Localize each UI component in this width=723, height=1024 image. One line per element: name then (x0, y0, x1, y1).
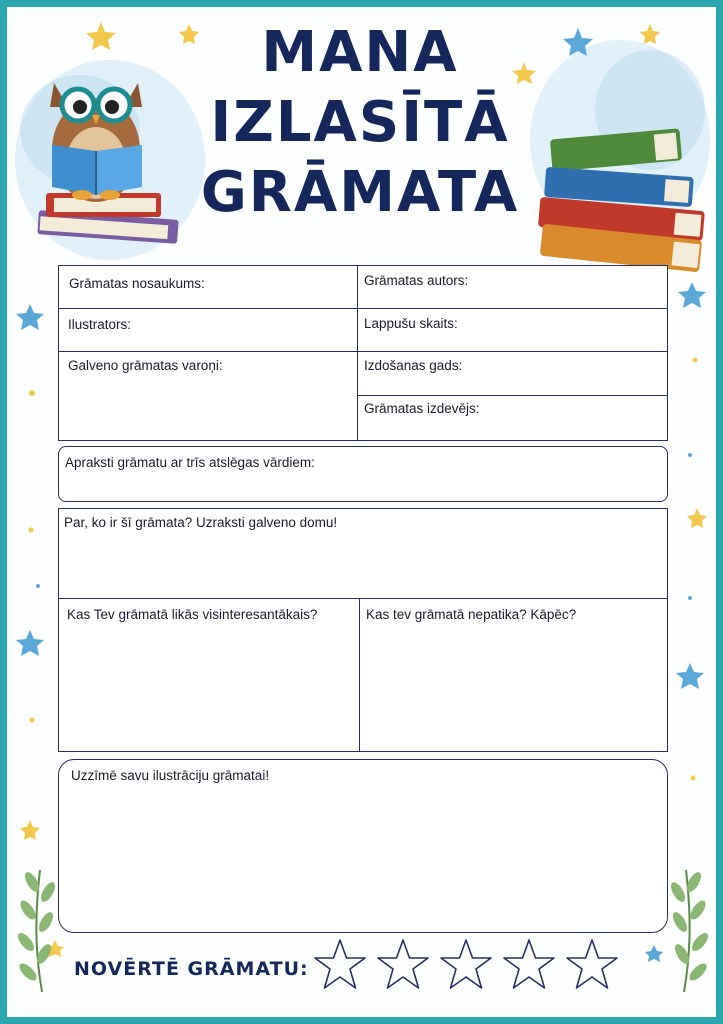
leaf-branch-icon (664, 862, 714, 997)
publisher-label: Grāmatas izdevējs: (364, 401, 480, 416)
publication-year-label: Izdošanas gads: (364, 358, 463, 373)
most-interesting-label: Kas Tev grāmatā likās visinteresantākais? (67, 607, 318, 622)
leaf-branch-icon (12, 862, 62, 997)
title-line-3: GRĀMATA (200, 160, 520, 225)
page-title (150, 18, 570, 228)
rating-star-1[interactable] (315, 940, 365, 988)
illustration-label: Uzzīmē savu ilustrāciju grāmatai! (71, 768, 270, 783)
keywords-label: Apraksti grāmatu ar trīs atslēgas vārdiem: (65, 455, 315, 470)
rating-label: NOVĒRTĒ GRĀMATU: (74, 958, 309, 980)
rating-star-5[interactable] (567, 940, 617, 988)
illustrator-label: Ilustrators: (68, 317, 132, 332)
main-idea-label: Par, ko ir šī grāmata? Uzraksti galveno domu! (64, 515, 338, 530)
title-line-2: IZLASĪTĀ (210, 90, 510, 155)
title-line-1: MANA (261, 20, 459, 85)
rating-star-4[interactable] (504, 940, 554, 988)
illustration-box[interactable] (58, 759, 668, 933)
main-characters-label: Galveno grāmatas varoņi: (68, 358, 223, 373)
disliked-label: Kas tev grāmatā nepatika? Kāpēc? (366, 607, 577, 622)
author-label: Grāmatas autors: (364, 273, 469, 288)
rating-star-2[interactable] (378, 940, 428, 988)
rating-stars (312, 938, 622, 994)
pages-label: Lappušu skaits: (364, 316, 458, 331)
book-title-label: Grāmatas nosaukums: (69, 276, 205, 291)
rating-star-3[interactable] (441, 940, 491, 988)
